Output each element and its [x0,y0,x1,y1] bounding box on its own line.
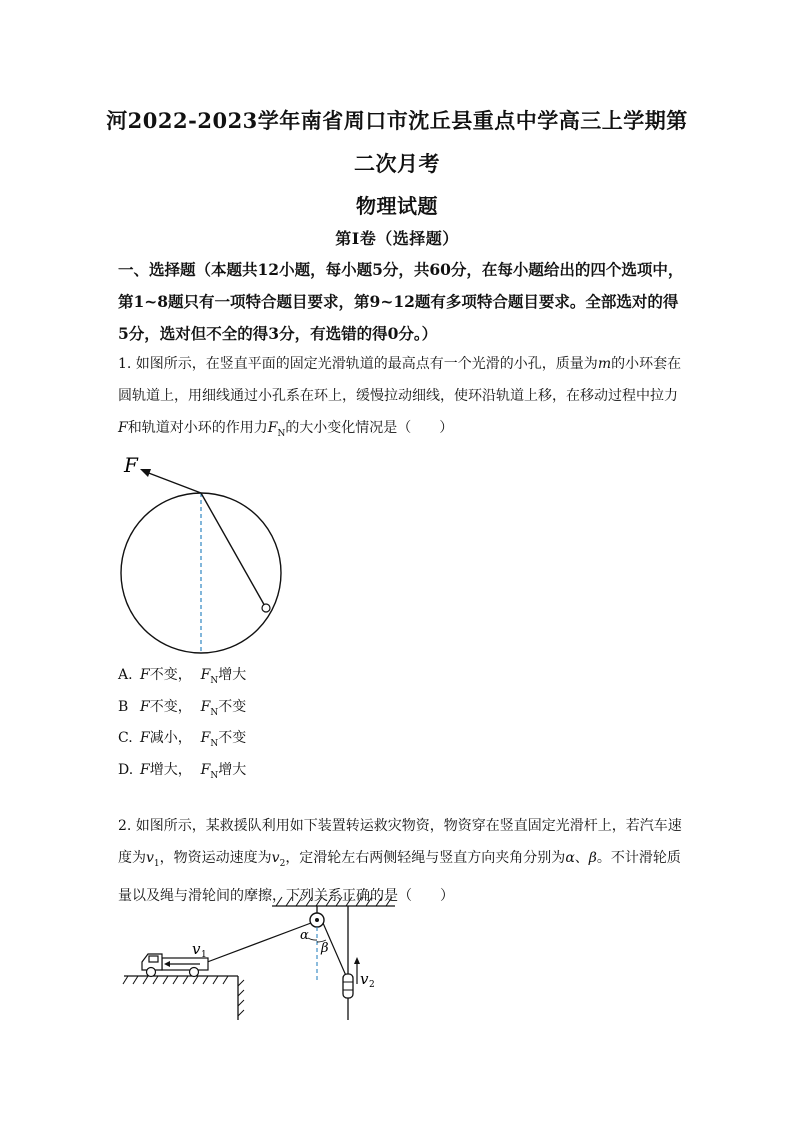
fig-label-alpha: α [300,928,309,943]
question-1 [118,348,684,450]
arrow-head-icon [140,469,151,477]
small-ring [262,604,270,612]
option-c[interactable] [118,727,246,749]
q2-text-part4: 。不计滑轮质量以及绳与滑轮间的摩擦，下列关系正确的是（ ） [118,850,681,904]
option-var-FN-sub: N [210,707,219,718]
q2-var-beta: β [588,850,597,866]
q2-var-v1: v [146,850,154,866]
string-line [201,493,266,608]
option-a[interactable] [118,664,246,686]
v2-arrow-head-icon [354,957,360,964]
subject-title: 物理试题 [356,194,438,218]
exam-title-line1: 河2022-2023学年南省周口市沈丘县重点中学高三上学期第 [106,108,688,133]
pull-force-arrow [146,472,201,493]
q1-text-part1: 1. 如图所示，在竖直平面的固定光滑轨道的最高点有一个光滑的小孔，质量为 [118,356,598,372]
option-var-FN: F [200,762,211,778]
q2-var-v2-sub: 2 [279,858,286,869]
fig-label-v1: v [192,940,201,958]
option-letter: A. [118,667,133,683]
section-instructions: 一、选择题（本题共12小题，每小题5分，共60分，在每小题给出的四个选项中，第1~8题只有一项特合题目要求，第9~12题有多项特合题目要求。全部选对的得5分，选对但不全的得3分，有选错的得0分。） [118,260,684,343]
pulley-axle [315,918,319,922]
q2-separator: 、 [574,850,589,866]
q1-var-FN-sub: N [277,428,286,439]
q1-var-F: F [118,420,128,436]
q2-var-v2: v [271,850,280,866]
option-text: 不变， [149,699,192,715]
option-var-F: F [140,730,150,746]
q2-text-part2: ，物资运动速度为 [159,850,272,866]
q1-text-part2: 的小环套在圆轨道上，用细线通过小孔系在环上，缓慢拉动细线，使环沿轨道上移，在移动过程中拉力 [118,356,682,404]
q2-text-part3: ，定滑轮左右两侧轻绳与竖直方向夹角分别为 [285,850,566,866]
option-letter: C. [118,730,133,746]
option-b[interactable] [118,696,246,718]
option-text: 不变 [218,730,247,746]
option-var-FN: F [200,667,211,683]
q2-text-part1: 2. 如图所示，某救援队利用如下装置转运救灾物资，物资穿在竖直固定光滑杆上，若汽车速度为 [118,818,682,866]
figure-label-F: F [124,453,138,477]
option-var-FN-sub: N [210,675,219,686]
option-var-FN: F [200,699,211,715]
option-var-F: F [140,699,150,715]
cargo-block [343,974,353,998]
option-text: 增大 [218,667,247,683]
q2-var-v1-sub: 1 [153,858,160,869]
exam-title-line2: 二次月考 [354,151,440,176]
option-letter: D. [118,762,134,778]
q1-text-part3: 和轨道对小环的作用力 [127,420,268,436]
alpha-arc [308,938,317,940]
ceiling-hatch [276,897,392,906]
option-text: 增大 [218,762,247,778]
left-rope [202,923,311,964]
option-text: 不变 [218,699,247,715]
option-text: 不变， [149,667,192,683]
q1-figure-circle-track [112,450,292,655]
option-var-F: F [140,667,150,683]
fig-label-v2-sub: 2 [369,980,375,990]
fig-label-v2: v [360,970,369,988]
option-d[interactable] [118,759,246,781]
option-var-FN-sub: N [210,770,219,781]
option-var-FN-sub: N [210,738,219,749]
option-letter: B [118,699,129,715]
fig-label-v1-sub: 1 [201,950,207,960]
volume-title: 第I卷（选择题） [335,229,459,248]
fig-label-beta: β [321,941,329,956]
q1-text-part4: 的大小变化情况是（ ） [285,420,454,436]
option-text: 减小， [149,730,192,746]
q1-var-m: m [597,356,612,372]
q1-var-FN: F [267,420,278,436]
option-var-F: F [140,762,150,778]
q2-var-alpha: α [565,850,575,866]
option-var-FN: F [200,730,211,746]
option-text: 增大， [149,762,192,778]
ground-hatch [123,976,244,1016]
q2-figure-pulley-system [120,892,410,1027]
